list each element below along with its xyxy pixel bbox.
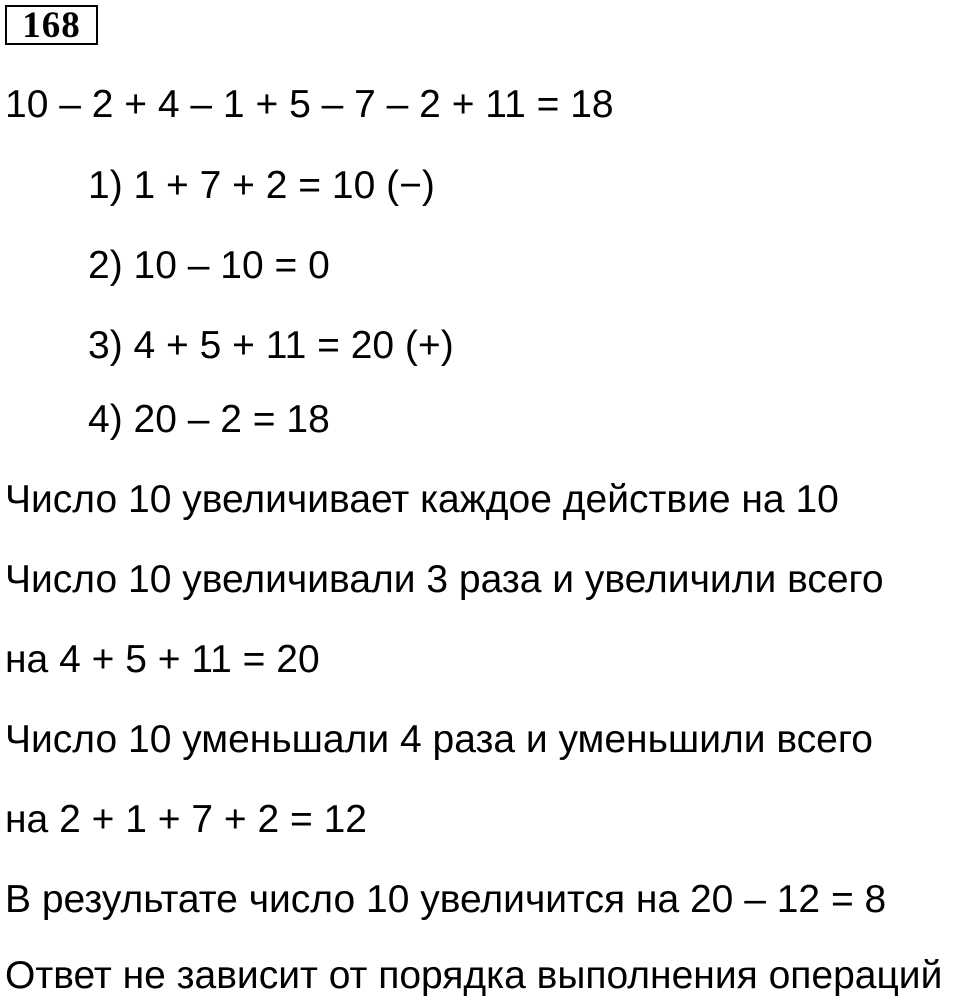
step-1: 1) 1 + 7 + 2 = 10 (−) <box>88 164 435 207</box>
explanation-line-4: Число 10 уменьшали 4 раза и уменьшили всего <box>5 718 873 761</box>
explanation-line-5: на 2 + 1 + 7 + 2 = 12 <box>5 798 367 841</box>
main-expression: 10 – 2 + 4 – 1 + 5 – 7 – 2 + 11 = 18 <box>5 83 614 126</box>
step-4: 4) 20 – 2 = 18 <box>88 398 330 441</box>
explanation-line-1: Число 10 увеличивает каждое действие на 10 <box>5 478 839 521</box>
explanation-line-3: на 4 + 5 + 11 = 20 <box>5 638 320 681</box>
explanation-line-2: Число 10 увеличивали 3 раза и увеличили всего <box>5 558 884 601</box>
explanation-line-6: В результате число 10 увеличится на 20 – 12 = 8 <box>5 878 887 921</box>
problem-number-box: 168 <box>5 5 98 45</box>
step-3: 3) 4 + 5 + 11 = 20 (+) <box>88 324 454 367</box>
answer-line: Ответ не зависит от порядка выполнения операций <box>5 954 943 997</box>
step-2: 2) 10 – 10 = 0 <box>88 244 330 287</box>
